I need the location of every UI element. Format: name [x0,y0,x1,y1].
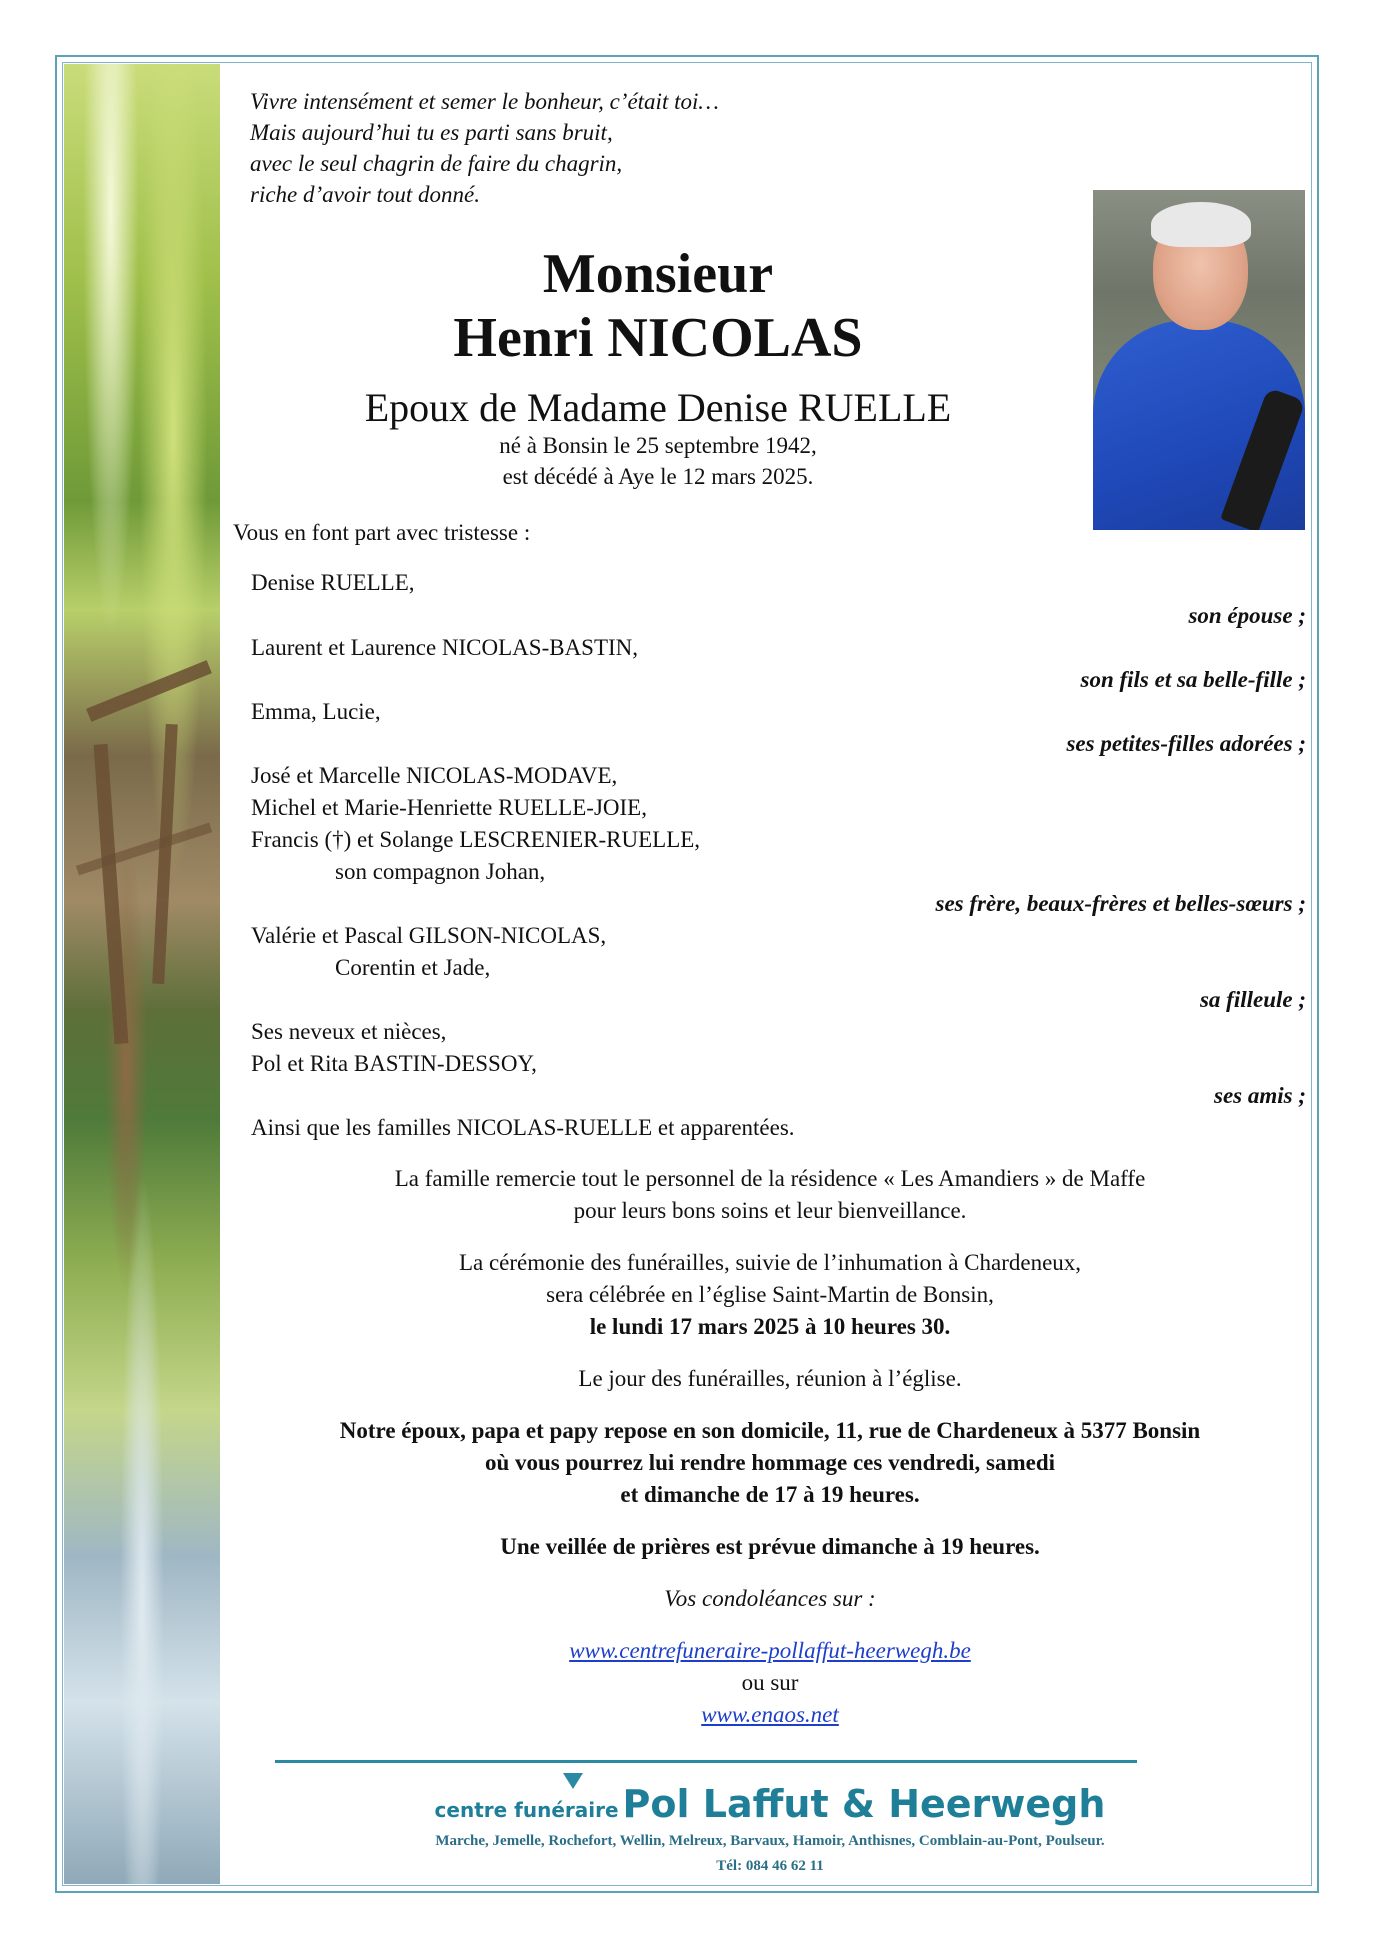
birth-line: né à Bonsin le 25 septembre 1942, [499,433,817,458]
visit-line: Notre époux, papa et papy repose en son domicile, 11, rue de Chardeneux à 5377 Bonsin [339,1418,1201,1443]
condolences-or: ou sur [741,1670,799,1695]
family-relation: son fils et sa belle-fille ; [1080,667,1306,692]
visit-line: et dimanche de 17 à 19 heures. [620,1482,920,1507]
funeral-home-logo [240,1782,1300,1826]
photo-hair [1151,202,1251,247]
footer-divider [275,1760,1137,1763]
family-member: Laurent et Laurence NICOLAS-BASTIN, [251,635,639,660]
family-member: Pol et Rita BASTIN-DESSOY, [251,1051,537,1076]
footer-towns: Marche, Jemelle, Rochefort, Wellin, Melreux, Barvaux, Hamoir, Anthisnes, Comblain-au-Pont, Poulseur. [435,1833,1105,1849]
ceremony-line: sera célébrée en l’église Saint-Martin de Bonsin, [546,1282,994,1307]
visit-line: où vous pourrez lui rendre hommage ces vendredi, samedi [484,1450,1056,1475]
family-member: José et Marcelle NICOLAS-MODAVE, [251,763,618,788]
family-member: Ses neveux et nièces, [251,1019,447,1044]
family-member: Ainsi que les familles NICOLAS-RUELLE et apparentées. [251,1115,795,1140]
family-relation: ses petites-filles adorées ; [1066,731,1306,756]
condolences-link-pollaffut[interactable]: www.centrefuneraire-pollaffut-heerwegh.be [569,1638,971,1663]
family-member: Corentin et Jade, [335,955,491,980]
memorial-poem [250,86,719,210]
footer-phone: Tél: 084 46 62 11 [716,1858,824,1874]
condolences-link-enaos[interactable]: www.enaos.net [701,1702,839,1727]
family-member: Valérie et Pascal GILSON-NICOLAS, [251,923,607,948]
announcement-intro: Vous en font part avec tristesse : [233,520,531,545]
thanks-line: pour leurs bons soins et leur bienveillance. [573,1198,967,1223]
family-member: son compagnon Johan, [335,859,546,884]
family-relation: ses amis ; [1214,1083,1306,1108]
brand-subtitle: centre funéraire [434,1798,619,1822]
honorific-title: Monsieur [542,243,774,305]
spouse-line: Epoux de Madame Denise RUELLE [364,385,952,430]
poem-line: riche d’avoir tout donné. [250,182,480,207]
vigil-line: Une veillée de prières est prévue dimanche à 19 heures. [500,1534,1040,1559]
ceremony-line: La cérémonie des funérailles, suivie de l’inhumation à Chardeneux, [458,1250,1082,1275]
family-relation: son épouse ; [1188,603,1306,628]
brand-name: Pol Laffut & Heerwegh [622,1782,1106,1826]
portrait-photo [1093,190,1305,530]
family-member: Michel et Marie-Henriette RUELLE-JOIE, [251,795,647,820]
poem-line: Mais aujourd’hui tu es parti sans bruit, [250,120,613,145]
deceased-name: Henri NICOLAS [453,307,863,369]
family-member: Francis (†) et Solange LESCRENIER-RUELLE, [251,827,701,852]
meeting-line: Le jour des funérailles, réunion à l’église. [578,1366,962,1391]
poem-line: avec le seul chagrin de faire du chagrin, [250,151,623,176]
condolences-label: Vos condoléances sur : [664,1586,876,1611]
family-member: Denise RUELLE, [251,570,415,595]
family-relation: sa filleule ; [1199,987,1306,1012]
ceremony-date: le lundi 17 mars 2025 à 10 heures 30. [589,1314,951,1339]
death-line: est décédé à Aye le 12 mars 2025. [502,464,814,489]
family-relation: ses frère, beaux-frères et belles-sœurs ; [935,891,1306,916]
nature-side-image [64,64,220,1884]
family-member: Emma, Lucie, [251,699,381,724]
poem-line: Vivre intensément et semer le bonheur, c’était toi… [250,89,719,114]
thanks-line: La famille remercie tout le personnel de la résidence « Les Amandiers » de Maffe [394,1166,1146,1191]
